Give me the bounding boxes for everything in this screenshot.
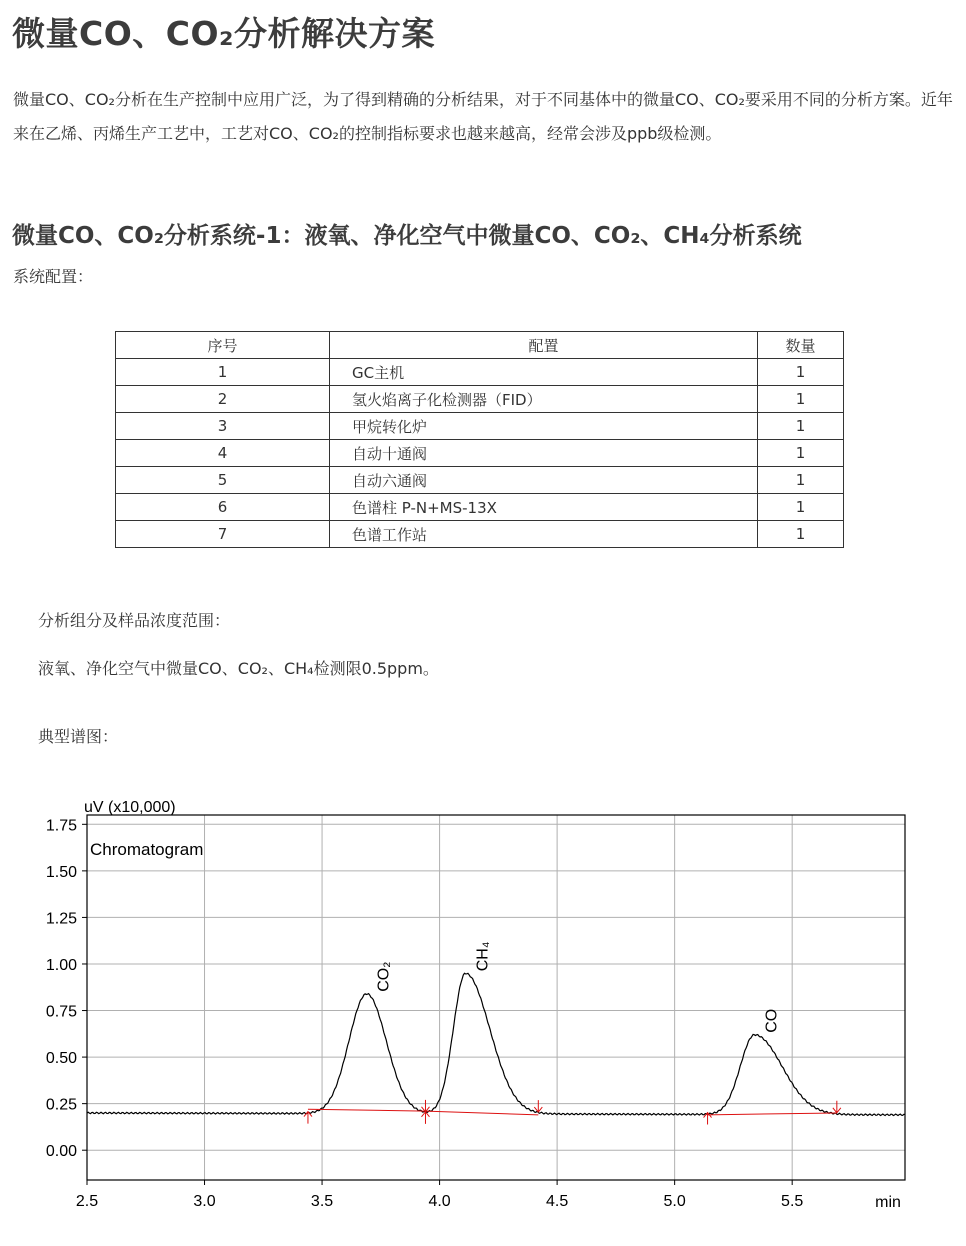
y-tick-label: 1.25 [45, 910, 77, 928]
header-config: 配置 [330, 332, 758, 359]
table-row [116, 521, 844, 548]
cell-config: 色谱工作站 [330, 521, 758, 548]
cell-index: 2 [116, 386, 330, 413]
cell-config: 自动十通阀 [330, 440, 758, 467]
chromatogram-trace [87, 973, 905, 1115]
y-tick-label: 1.50 [45, 863, 77, 881]
chart-label: 典型谱图： [38, 727, 119, 746]
peak-boundary-marker [421, 1112, 429, 1124]
page-title: 微量CO、CO₂分析解决方案 [12, 14, 435, 53]
header-index: 序号 [116, 332, 330, 359]
chromatogram-chart [0, 790, 966, 1220]
cell-index: 3 [116, 413, 330, 440]
intro-paragraph: 微量CO、CO₂分析在生产控制中应用广泛，为了得到精确的分析结果，对于不同基体中的微量CO、CO₂要采用不同的分析方案。近年来在乙烯、丙烯生产工艺中，工艺对CO、CO₂的控制指标要求也越来越高，经常会涉及ppb级检测。 [13, 90, 953, 143]
header-quantity: 数量 [758, 332, 844, 359]
cell-index: 1 [116, 359, 330, 386]
cell-quantity: 1 [758, 521, 844, 548]
system-title: 微量CO、CO₂分析系统-1：液氧、净化空气中微量CO、CO₂、CH₄分析系统 [12, 223, 802, 249]
cell-index: 4 [116, 440, 330, 467]
y-tick-label: 0.50 [45, 1050, 77, 1068]
y-tick-label: 1.00 [45, 956, 77, 974]
cell-index: 7 [116, 521, 330, 548]
plot-frame [87, 815, 905, 1180]
integration-baseline [425, 1111, 538, 1115]
cell-quantity: 1 [758, 440, 844, 467]
table-row [116, 494, 844, 521]
x-tick-label: 5.0 [663, 1193, 686, 1210]
integration-baseline [308, 1109, 426, 1111]
table-row [116, 440, 844, 467]
peak-boundary-marker [534, 1100, 542, 1112]
table-row [116, 467, 844, 494]
table-header-row [116, 332, 844, 359]
y-tick-label: 1.75 [45, 817, 77, 835]
cell-config: 自动六通阀 [330, 467, 758, 494]
cell-config: GC主机 [330, 359, 758, 386]
x-axis-label: min [875, 1194, 901, 1211]
table-row [116, 359, 844, 386]
integration-baseline [708, 1113, 837, 1115]
x-tick-label: 3.0 [193, 1193, 216, 1210]
y-tick-label: 0.25 [45, 1096, 77, 1114]
cell-config: 氢火焰离子化检测器（FID） [330, 386, 758, 413]
table-row [116, 386, 844, 413]
cell-quantity: 1 [758, 359, 844, 386]
peak-label: CO₂ [375, 961, 393, 992]
range-label: 分析组分及样品浓度范围： [38, 611, 231, 630]
y-axis-label: uV (x10,000) [84, 799, 176, 816]
cell-quantity: 1 [758, 386, 844, 413]
cell-config: 色谱柱 P-N+MS-13X [330, 494, 758, 521]
y-tick-label: 0.00 [45, 1143, 77, 1161]
x-tick-label: 4.5 [545, 1193, 569, 1210]
peak-boundary-marker [833, 1101, 841, 1113]
config-label: 系统配置： [13, 267, 94, 286]
cell-quantity: 1 [758, 494, 844, 521]
config-table [115, 331, 844, 548]
y-tick-label: 0.75 [45, 1003, 77, 1021]
cell-index: 5 [116, 467, 330, 494]
x-tick-label: 2.5 [75, 1193, 99, 1210]
cell-quantity: 1 [758, 413, 844, 440]
x-tick-label: 5.5 [781, 1193, 804, 1210]
x-tick-label: 3.5 [310, 1193, 334, 1210]
chart-title: Chromatogram [90, 840, 204, 859]
cell-config: 甲烷转化炉 [330, 413, 758, 440]
peak-boundary-marker [421, 1100, 429, 1112]
cell-quantity: 1 [758, 467, 844, 494]
range-text: 液氧、净化空气中微量CO、CO₂、CH₄检测限0.5ppm。 [38, 659, 439, 678]
cell-index: 6 [116, 494, 330, 521]
peak-label: CH₄ [474, 941, 492, 972]
x-tick-label: 4.0 [428, 1193, 451, 1210]
peak-label: CO [763, 1008, 781, 1033]
table-row [116, 413, 844, 440]
